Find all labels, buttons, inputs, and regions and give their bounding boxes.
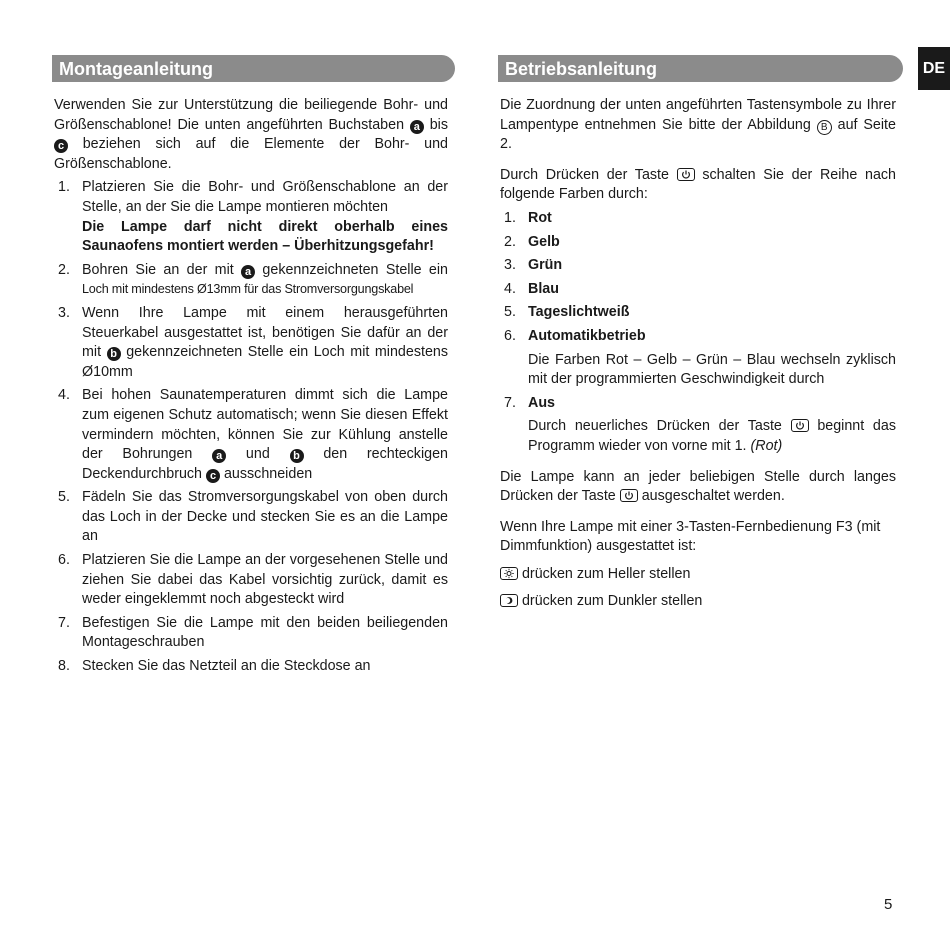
list-item: 1. Platzieren Sie die Bohr- und Größenschablone an der Stelle, an der Sie die Lampe montieren möchten Die Lampe darf nicht direkt oberhalb eines Saunaofens montiert werden – Überhitzungsgefahr! [58,179,448,255]
marker-a-icon: a [241,265,255,279]
list-item: 4. Bei hohen Saunatemperaturen dimmt sich die Lampe zum eigenen Schutz automatisch; wenn Sie diesen Effekt vermindern möchten, können Sie zur Kühlung anstelle der Bohrungen a und b den rechteckigen Deckendurchbruch c ausschneiden [58,387,448,482]
page-number: 5 [884,896,893,913]
marker-a-icon: a [410,120,424,134]
power-key-icon [620,489,638,502]
marker-c-icon: c [54,139,68,153]
list-item: 1. Rot [504,209,552,226]
marker-c-icon: c [206,469,220,483]
color-cycle-text: Durch Drücken der Taste schalten Sie der Reihe nach folgende Farben durch: [500,166,896,203]
marker-B-icon: B [817,120,832,135]
marker-b-icon: b [107,347,121,361]
marker-b-icon: b [290,449,304,463]
off-description: Durch neuerliches Drücken der Taste beginnt das Programm wieder von vorne mit 1. (Rot) [528,418,896,454]
operating-instructions [500,55,896,612]
language-tab: DE [918,47,950,90]
assembly-steps [54,178,448,676]
brighter-line: drücken zum Heller stellen [500,565,896,585]
power-key-icon [677,168,695,181]
list-item: 2. Gelb [504,233,560,250]
overheat-warning: Die Lampe darf nicht direkt oberhalb eines Saunaofens montiert werden – Überhitzungsgefahr! [82,218,448,255]
list-item: 6. Platzieren Sie die Lampe an der vorgesehenen Stelle und ziehen Sie dabei das Kabel vorsichtig zurück, damit es weder eingeklemmt noch abgesteckt wird [58,552,448,608]
remote-text: Wenn Ihre Lampe mit einer 3-Tasten-Fernbedienung F3 (mit Dimmfunktion) ausgestattet ist: [500,518,881,555]
long-press-off-text: Die Lampe kann an jeder beliebigen Stelle durch langes Drücken der Taste ausgeschaltet werden. [500,468,896,505]
list-item: 3. Wenn Ihre Lampe mit einem herausgeführten Steuerkabel ausgestattet ist, benötigen Sie dafür an der mit b gekennzeichneten Stelle ein Loch mit mindestens Ø10mm [58,304,448,380]
list-item: 5. Tageslichtweiß [504,304,630,321]
list-item: 8. Stecken Sie das Netzteil an die Steckdose an [58,658,371,675]
list-item: 7. Befestigen Sie die Lampe mit den beiden beiliegenden Montageschrauben [58,614,448,651]
color-list [500,209,896,457]
list-item: 2. Bohren Sie an der mit a gekennzeichneten Stelle ein Loch mit mindestens Ø13mm für das Stromversorgungskabel [58,261,448,297]
list-item: 5. Fädeln Sie das Stromversorgungskabel von oben durch das Loch in der Decke und stecken Sie es an die Lampe an [58,489,448,545]
moon-key-icon [500,594,518,607]
darker-line: drücken zum Dunkler stellen [500,592,896,612]
section-title-assembly: Montageanleitung [52,55,455,82]
automatic-mode-description: Die Farben Rot – Gelb – Grün – Blau wechseln zyklisch mit der programmierten Geschwindigkeit durch [528,351,896,388]
list-item: 6. Automatikbetrieb Die Farben Rot – Gelb – Grün – Blau wechseln zyklisch mit der programmierten Geschwindigkeit durch [500,327,896,390]
assembly-intro: Verwenden Sie zur Unterstützung die beiliegende Bohr- und Größenschablone! Die unten angeführten Buchstaben a bis c beziehen sich auf die Elemente der Bohr- und Größenschablone. [54,97,448,172]
list-item: 4. Blau [504,280,559,297]
list-item: 7. Aus Durch neuerliches Drücken der Taste beginnt das Programm wieder von vorne mit 1. (Rot) [500,394,896,457]
power-key-icon [791,419,809,432]
sun-key-icon [500,567,518,580]
assembly-instructions [54,55,448,677]
operating-intro: Die Zuordnung der unten angeführten Tastensymbole zu Ihrer Lampentype entnehmen Sie bitte der Abbildung B auf Seite 2. [500,97,896,153]
section-title-operating: Betriebsanleitung [498,55,903,82]
marker-a-icon: a [212,449,226,463]
list-item: 3. Grün [504,257,563,274]
